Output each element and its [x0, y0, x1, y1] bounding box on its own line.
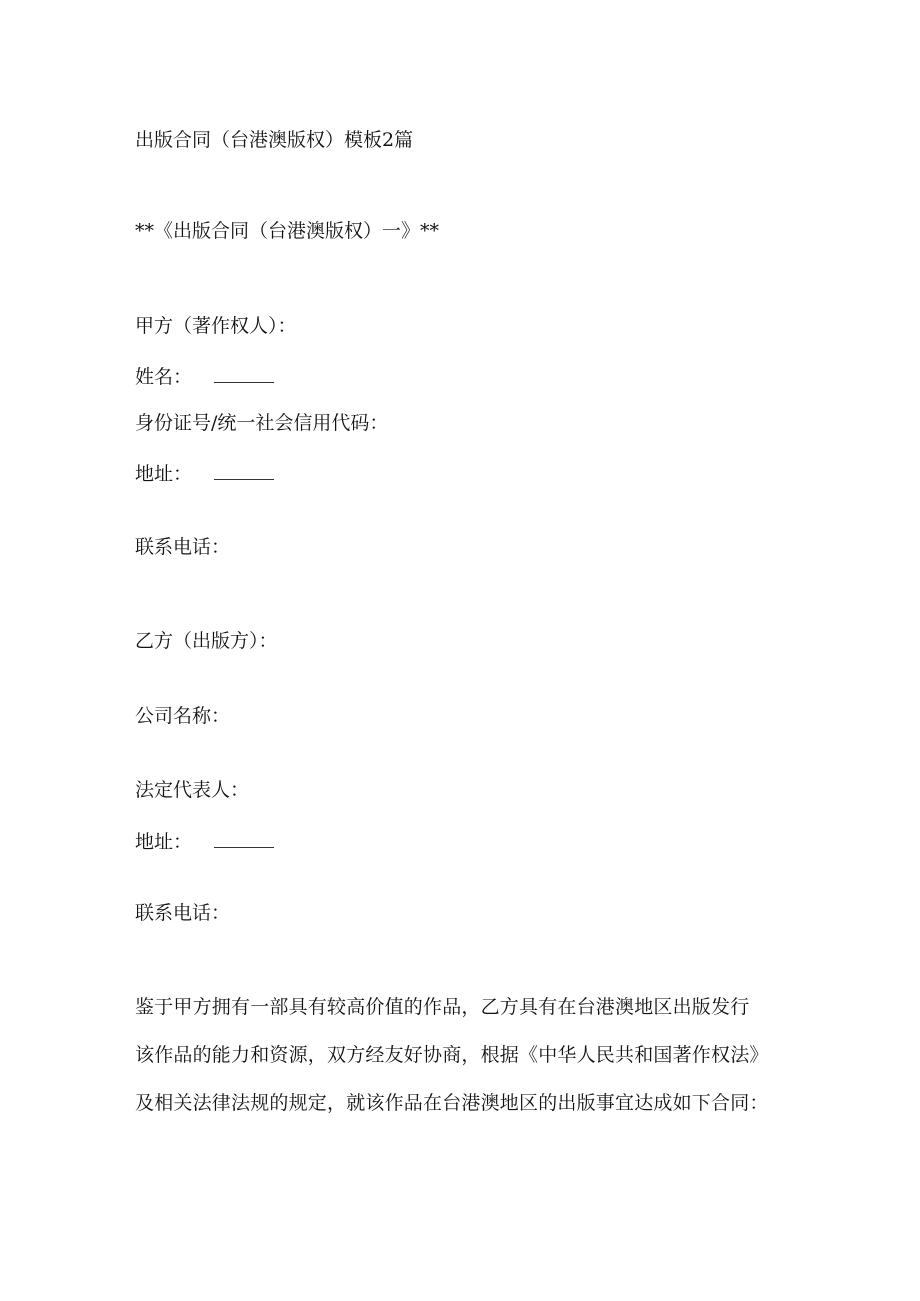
party-a-phone-label: 联系电话： — [135, 536, 231, 558]
preamble-line-2: 该作品的能力和资源，双方经友好协商，根据《中华人民共和国著作权法》 — [135, 1044, 769, 1066]
party-b-address-blank — [214, 827, 274, 848]
party-a-address-label: 地址： — [135, 463, 193, 485]
party-a-name-row — [135, 362, 274, 389]
party-a-name-blank — [214, 362, 274, 383]
party-b-heading: 乙方（出版方）： — [135, 630, 278, 652]
preamble-line-1: 鉴于甲方拥有一部具有较高价值的作品，乙方具有在台港澳地区出版发行 — [135, 996, 750, 1018]
party-b-company-label: 公司名称： — [135, 705, 231, 727]
document-title: 出版合同（台港澳版权）模板2篇 — [135, 129, 414, 151]
preamble-paragraph — [135, 995, 775, 1115]
party-a-name-label: 姓名： — [135, 366, 193, 388]
party-b-address-row — [135, 827, 274, 854]
party-a-heading: 甲方（著作权人）： — [135, 315, 297, 337]
party-a-id-label: 身份证号/统一社会信用代码： — [135, 412, 389, 434]
party-a-address-row — [135, 459, 274, 486]
contract-subtitle: **《出版合同（台港澳版权）一》** — [135, 220, 440, 242]
party-b-phone-label: 联系电话： — [135, 902, 231, 924]
party-b-address-label: 地址： — [135, 831, 193, 853]
party-b-legal-rep-label: 法定代表人： — [135, 779, 250, 801]
preamble-line-3: 及相关法律法规的规定，就该作品在台港澳地区的出版事宜达成如下合同： — [135, 1092, 769, 1114]
party-a-address-blank — [214, 459, 274, 480]
